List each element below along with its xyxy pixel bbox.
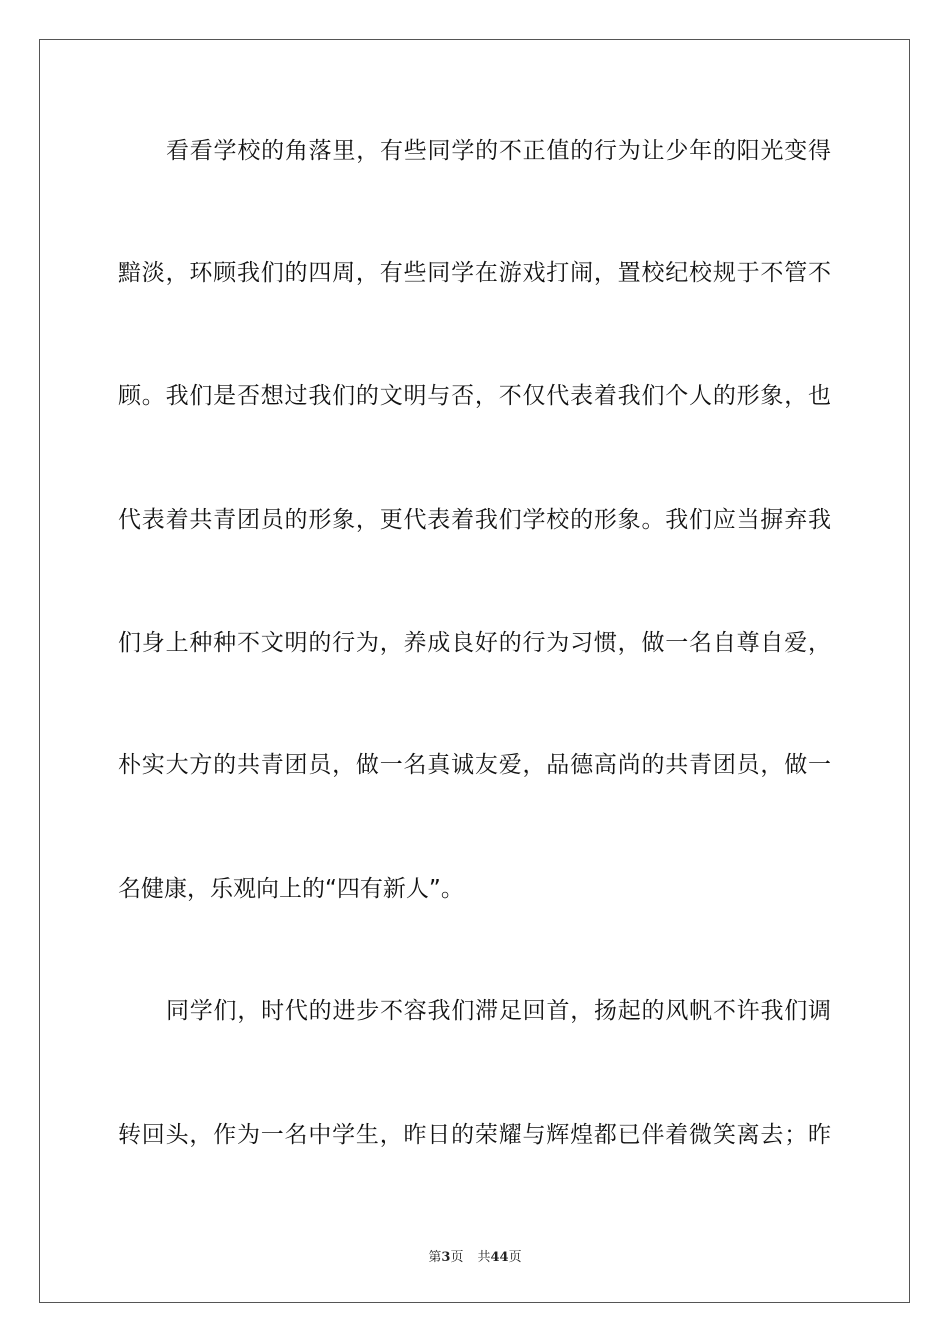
paragraph-1-line-1: 看看学校的角落里，有些同学的不正值的行为让少年的阳光变得	[166, 138, 831, 164]
total-suffix: 页	[508, 1250, 522, 1265]
page-number: 3	[441, 1250, 451, 1265]
paragraph-1-line-4: 代表着共青团员的形象，更代表着我们学校的形象。我们应当摒弃我	[118, 507, 831, 533]
paragraph-2-line-1: 同学们，时代的进步不容我们滞足回首，扬起的风帆不许我们调	[166, 998, 831, 1024]
paragraph-1-line-6: 朴实大方的共青团员，做一名真诚友爱，品德高尚的共青团员，做一	[118, 752, 831, 778]
paragraph-1-line-2: 黯淡，环顾我们的四周，有些同学在游戏打闹，置校纪校规于不管不	[118, 260, 831, 286]
page-prefix: 第	[428, 1250, 442, 1265]
paragraph-2-line-2: 转回头，作为一名中学生，昨日的荣耀与辉煌都已伴着微笑离去；昨	[118, 1122, 831, 1148]
page-frame	[39, 39, 910, 1303]
paragraph-1-line-7: 名健康，乐观向上的“四有新人”。	[118, 876, 464, 902]
page-footer	[0, 1246, 950, 1265]
paragraph-1-line-5: 们身上种种不文明的行为，养成良好的行为习惯，做一名自尊自爱，	[118, 630, 831, 656]
total-pages: 44	[490, 1250, 509, 1265]
paragraph-1-line-3: 顾。我们是否想过我们的文明与否，不仅代表着我们个人的形象，也	[118, 383, 831, 409]
page-suffix: 页	[450, 1250, 464, 1265]
total-prefix: 共	[477, 1250, 491, 1265]
